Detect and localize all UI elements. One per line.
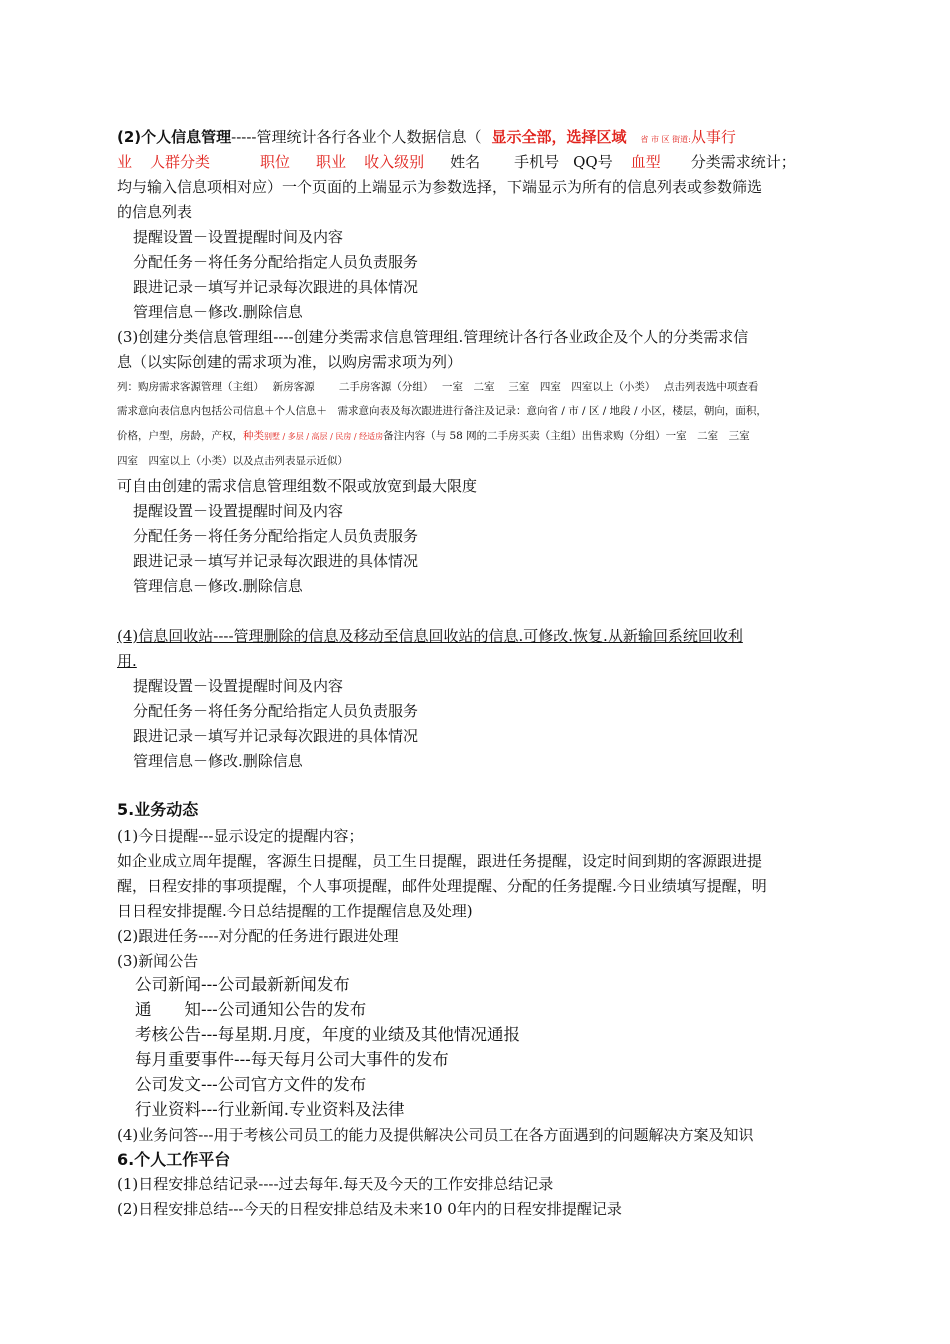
s4-line2: 用. (117, 652, 137, 670)
s2-title: (2)个人信息管理 (117, 128, 232, 146)
s5-p1-l1: 如企业成立周年提醒，客源生日提醒，员工生日提醒，跟进任务提醒，设定时间到期的客源跟进提 (117, 852, 763, 870)
s2-text: -----管理统计各行各业个人数据信息（ (231, 128, 482, 146)
s5-heading: 5.业务动态 (117, 800, 199, 819)
s5-p4: (4)业务问答---用于考核公司员工的能力及提供解决公司员工在各方面遇到的问题解决方案及知识 (117, 1126, 754, 1144)
s2-field-phone: 手机号 (514, 153, 560, 171)
s4-task-assign: 分配任务－将任务分配给指定人员负责服务 (133, 702, 419, 720)
s2-field-name: 姓名 (450, 153, 481, 171)
s2-task-followup: 跟进记录－填写并记录每次跟进的具体情况 (133, 278, 419, 296)
s2-field-stats: 分类需求统计； (690, 153, 796, 171)
s5-news-document: 公司发文---公司官方文件的发布 (135, 1075, 367, 1094)
s3-task-followup: 跟进记录－填写并记录每次跟进的具体情况 (133, 552, 419, 570)
s6-p1: (1)日程安排总结记录----过去每年.每天及今天的工作安排总结记录 (117, 1175, 554, 1193)
s2-task-reminder: 提醒设置－设置提醒时间及内容 (133, 228, 344, 246)
s3-type-values: 别墅 / 多层 / 高层 / 民房 / 经适房 (264, 432, 384, 441)
s5-p1: (1)今日提醒---显示设定的提醒内容； (117, 827, 364, 845)
s3-small4: 四室 四室以上（小类）以及点击列表显示近似） (117, 455, 348, 467)
s2-field-trade: 业 (117, 153, 133, 171)
s3-line1: (3)创建分类信息管理组----创建分类需求信息管理组.管理统计各行各业政企及个人的分类需求信 (117, 328, 749, 346)
s3-small3-b: 备注内容（与 58 网的二手房买卖（主组）出售求购（分组）一室 二室 三室 (383, 430, 750, 442)
s6-heading: 6.个人工作平台 (117, 1150, 231, 1169)
s6-p2: (2)日程安排总结---今天的日程安排总结及未来10 0年内的日程安排提醒记录 (117, 1200, 622, 1218)
s2-line2 (117, 152, 796, 172)
s3-task-reminder: 提醒设置－设置提醒时间及内容 (133, 502, 344, 520)
s5-p3: (3)新闻公告 (117, 952, 199, 970)
s3-small2: 需求意向表信息内包括公司信息＋个人信息＋ 需求意向表及每次跟进进行备注及记录：意向省 / 市 / 区 / 地段 / 小区，楼层，朝向，面积， (117, 405, 767, 417)
s4-line1: (4)信息回收站----管理删除的信息及移动至信息回收站的信息.可修改.恢复.从新输回系统回收利 (117, 627, 743, 645)
s5-news-monthly: 每月重要事件---每天每月公司大事件的发布 (135, 1050, 449, 1069)
s5-news-company: 公司新闻---公司最新新闻发布 (135, 975, 350, 994)
s2-line4: 的信息列表 (117, 203, 193, 221)
s2-field-qq: QQ号 (573, 153, 613, 171)
s5-p2: (2)跟进任务----对分配的任务进行跟进处理 (117, 927, 399, 945)
s2-red-show-all: 显示全部，选择区域 (491, 128, 627, 146)
s2-field-blood: 血型 (630, 153, 661, 171)
s2-field-position: 职位 (260, 153, 291, 171)
s5-news-industry: 行业资料---行业新闻.专业资料及法律 (135, 1100, 405, 1119)
s5-p1-l3: 日日程安排提醒.今日总结提醒的工作提醒信息及处理) (117, 902, 473, 920)
s2-field-job: 职业 (316, 153, 347, 171)
s4-task-manage: 管理信息－修改.删除信息 (133, 752, 303, 770)
s3-task-assign: 分配任务－将任务分配给指定人员负责服务 (133, 527, 419, 545)
s3-line2: 息（以实际创建的需求项为准，以购房需求项为列） (117, 353, 463, 371)
s3-small3 (117, 428, 750, 445)
s2-line1 (117, 127, 736, 150)
s3-small3-a: 价格，户型，房龄，产权， (117, 430, 243, 442)
s5-p1-l2: 醒，日程安排的事项提醒，个人事项提醒，邮件处理提醒、分配的任务提醒.今日业绩填写提醒，明 (117, 877, 767, 895)
s2-line3: 均与输入信息项相对应）一个页面的上端显示为参数选择，下端显示为所有的信息列表或参数筛选 (117, 178, 763, 196)
s3-small1: 列：购房需求客源管理（主组） 新房客源 二手房客源（分组） 一室 二室 三室 四室 四室以上（小类） 点击列表选中项查看 (117, 381, 759, 393)
s2-red-region: 省 市 区 街道: (640, 135, 691, 144)
s3-type-label: 种类 (243, 430, 264, 442)
s2-field-group: 人群分类 (150, 153, 211, 171)
s5-news-assessment: 考核公告---每星期.月度，年度的业绩及其他情况通报 (135, 1025, 520, 1044)
s2-red-trade: 从事行 (690, 128, 736, 146)
s2-task-manage: 管理信息－修改.删除信息 (133, 303, 303, 321)
s4-task-followup: 跟进记录－填写并记录每次跟进的具体情况 (133, 727, 419, 745)
s3-free-create: 可自由创建的需求信息管理组数不限或放宽到最大限度 (117, 477, 478, 495)
s4-task-reminder: 提醒设置－设置提醒时间及内容 (133, 677, 344, 695)
s5-news-notice: 通 知---公司通知公告的发布 (135, 1000, 367, 1019)
s2-field-income: 收入级别 (364, 153, 425, 171)
s3-task-manage: 管理信息－修改.删除信息 (133, 577, 303, 595)
s2-task-assign: 分配任务－将任务分配给指定人员负责服务 (133, 253, 419, 271)
